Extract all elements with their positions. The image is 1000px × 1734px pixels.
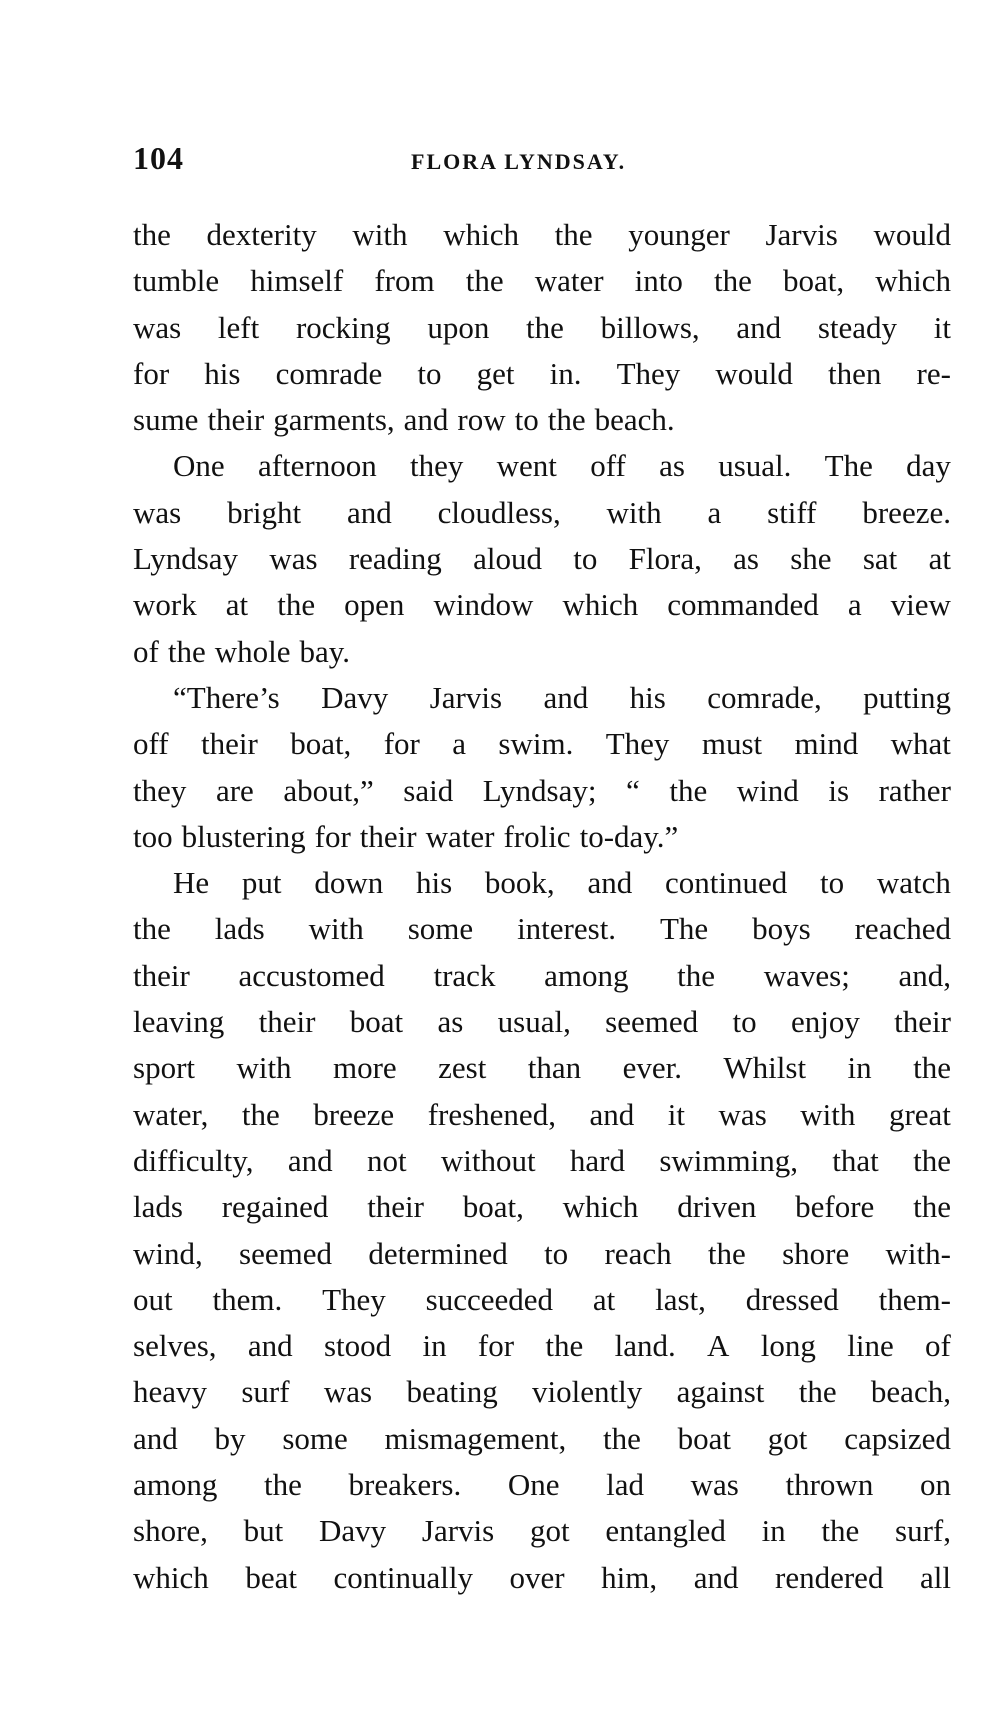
book-title: FLORA LYNDSAY. [411, 149, 627, 174]
text-line: water, the breeze freshened, and it was with great [133, 1096, 951, 1132]
text-line: lads regained their boat, which driven before the [133, 1189, 951, 1225]
text-line: off their boat, for a swim. They must mind what [133, 726, 951, 762]
text-line: Lyndsay was reading aloud to Flora, as she sat at [133, 541, 951, 577]
text-line: out them. They succeeded at last, dressed them- [133, 1281, 951, 1317]
text-line: One afternoon they went off as usual. The day [173, 448, 951, 484]
text-line: tumble himself from the water into the boat, which [133, 263, 951, 299]
text-line: they are about,” said Lyndsay; “ the wind is rather [133, 772, 951, 808]
text-line: leaving their boat as usual, seemed to enjoy their [133, 1004, 951, 1040]
text-line: too blustering for their water frolic to-day.” [133, 818, 679, 854]
text-line: was left rocking upon the billows, and steady it [133, 309, 951, 345]
text-line: their accustomed track among the waves; and, [133, 957, 951, 993]
page-number: 104 [133, 140, 184, 176]
text-line: sume their garments, and row to the beach. [133, 402, 675, 438]
text-line: sport with more zest than ever. Whilst in the [133, 1050, 951, 1086]
running-head [133, 140, 953, 180]
text-line: which beat continually over him, and rendered all [133, 1559, 951, 1595]
text-line: the lads with some interest. The boys reached [133, 911, 951, 947]
text-line: difficulty, and not without hard swimming, that the [133, 1142, 951, 1178]
text-line: “There’s Davy Jarvis and his comrade, putting [173, 679, 951, 715]
text-line: of the whole bay. [133, 633, 350, 669]
text-line: selves, and stood in for the land. A long line of [133, 1328, 951, 1364]
text-line: and by some mismagement, the boat got capsized [133, 1420, 951, 1456]
text-line: shore, but Davy Jarvis got entangled in the surf, [133, 1513, 951, 1549]
text-line: the dexterity with which the younger Jarvis would [133, 217, 951, 252]
text-line: among the breakers. One lad was thrown on [133, 1467, 951, 1503]
text-line: for his comrade to get in. They would then re- [133, 355, 951, 391]
text-line: heavy surf was beating violently against the beach, [133, 1374, 951, 1410]
body-text [133, 212, 951, 1601]
text-line: He put down his book, and continued to watch [173, 865, 951, 901]
text-line: wind, seemed determined to reach the shore with- [133, 1235, 951, 1271]
text-line: work at the open window which commanded a view [133, 587, 951, 623]
text-line: was bright and cloudless, with a stiff breeze. [133, 494, 951, 530]
